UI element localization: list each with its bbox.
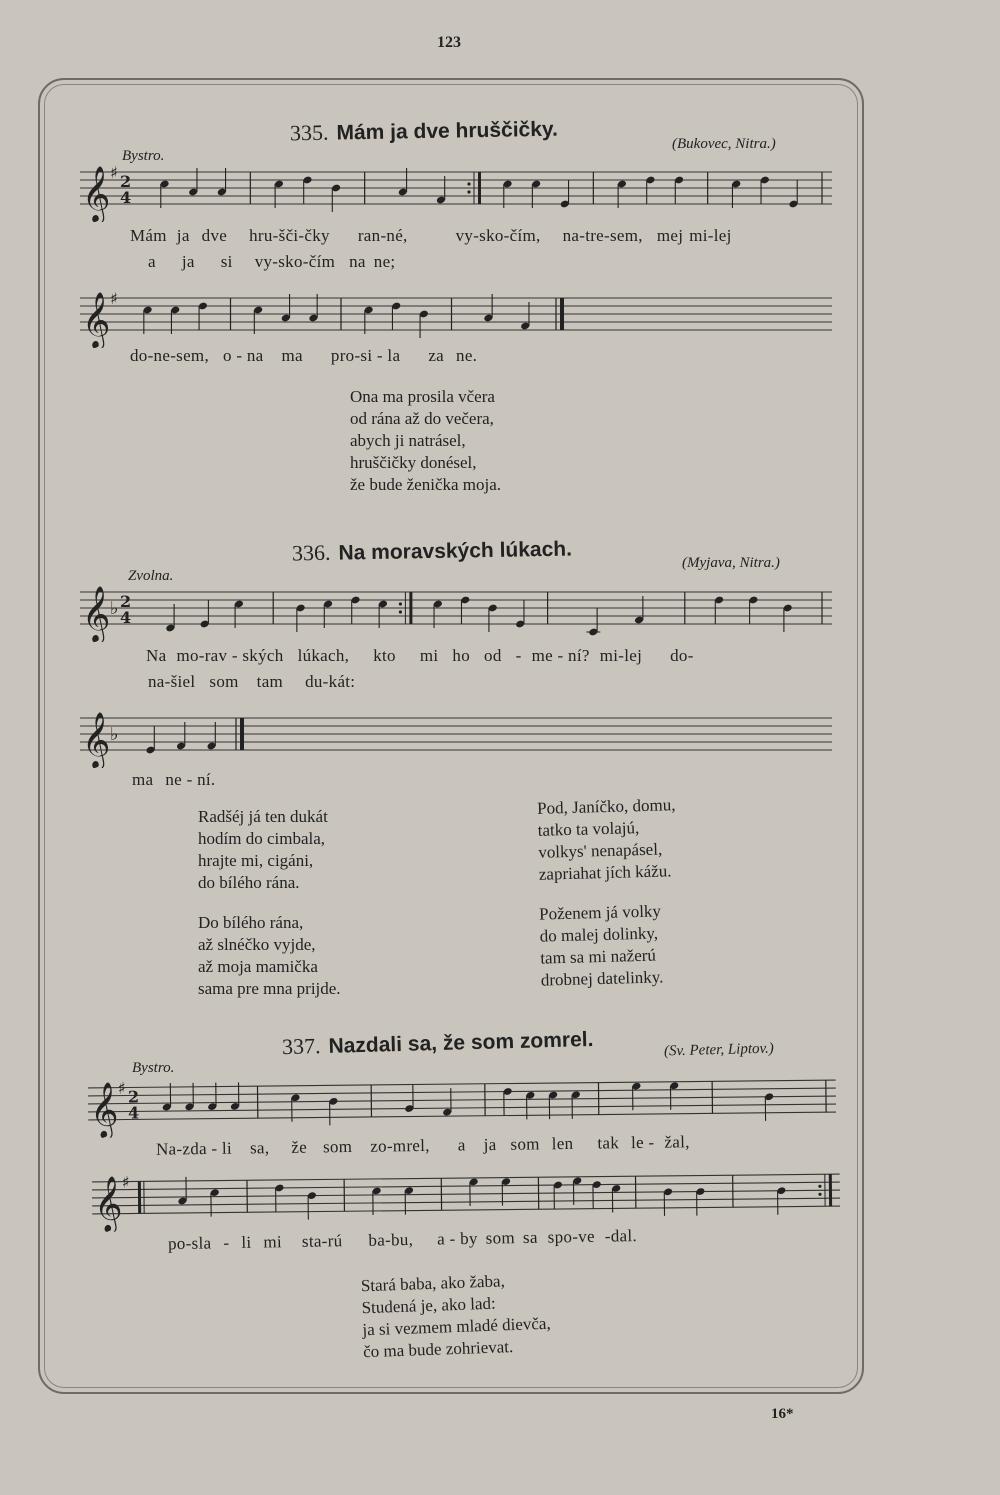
lyric-syllable: sta-rú	[301, 1231, 343, 1251]
lyric-syllable: a - by	[437, 1228, 478, 1249]
lyrics-line	[148, 672, 355, 692]
lyric-syllable: za	[428, 346, 445, 365]
verse-line: volkys' nenapásel,	[538, 839, 663, 862]
lyric-syllable: lúkach,	[297, 646, 350, 665]
repeat-dot	[399, 602, 402, 605]
song-336-title	[292, 536, 572, 567]
lyric-syllable: tak	[597, 1133, 620, 1153]
verse-336-3	[537, 794, 678, 886]
lyric-syllable: ran-né,	[357, 226, 408, 245]
final-barline	[240, 718, 244, 750]
verse-336-2	[198, 912, 341, 1000]
lyric-syllable: som	[209, 672, 239, 691]
staff-line	[88, 1080, 836, 1088]
lyric-syllable: -	[604, 1226, 611, 1246]
lyric-syllable: le -	[630, 1132, 655, 1153]
verse-line: Pod, Janíčko, domu,	[536, 795, 676, 818]
lyric-syllable: -	[515, 646, 522, 665]
lyric-syllable: me - ní?	[531, 646, 590, 665]
staff-line	[88, 1104, 836, 1112]
lyrics-line	[146, 646, 702, 666]
lyric-syllable: mi	[263, 1232, 283, 1252]
repeat-end-bar	[478, 172, 481, 204]
treble-clef-icon: 𝄞	[82, 166, 111, 222]
lyric-syllable: sa,	[249, 1138, 270, 1158]
flat-icon: ♭	[110, 598, 119, 619]
time-signature-top: 2	[120, 592, 132, 611]
staff-line	[92, 1206, 840, 1214]
verse-337-1	[361, 1269, 552, 1364]
lyric-syllable: tam	[256, 672, 284, 691]
tempo-marking: Bystro.	[132, 1060, 175, 1076]
lyric-syllable: som	[485, 1228, 516, 1248]
verse-line: Stará baba, ako žaba,	[360, 1271, 506, 1296]
lyric-syllable: -	[223, 1233, 230, 1253]
verse-336-1	[198, 806, 328, 894]
lyric-syllable: ja	[181, 252, 195, 271]
verse-line: až moja mamička	[198, 957, 318, 976]
page-footer-signature: 16*	[771, 1406, 794, 1422]
lyric-syllable: do-	[670, 646, 694, 665]
treble-clef-icon: 𝄞	[82, 712, 111, 768]
final-barline	[560, 298, 564, 330]
verse-line: Poženem já volky	[538, 901, 662, 924]
treble-clef-icon: 𝄞	[89, 1081, 119, 1138]
lyric-syllable: ja	[483, 1134, 497, 1155]
lyric-syllable: od	[484, 646, 502, 665]
sharp-icon: ♯	[110, 289, 118, 308]
lyrics-line	[148, 252, 395, 272]
staff-line	[92, 1174, 840, 1182]
lyric-syllable: mej	[656, 226, 684, 245]
lyric-syllable: kto	[373, 646, 396, 665]
staff-line	[88, 1096, 836, 1104]
lyric-syllable: ba-bu,	[368, 1229, 414, 1250]
lyric-syllable: ma	[132, 770, 154, 789]
verse-line: hrajte mi, cigáni,	[198, 851, 314, 870]
verse-line: čo ma bude zohrievat.	[362, 1337, 514, 1362]
lyric-syllable: li	[241, 1232, 252, 1252]
lyric-syllable: si	[220, 252, 233, 271]
song-name: Mám ja dve hruščičky.	[336, 117, 559, 145]
lyric-syllable: vy-sko-čím	[254, 252, 336, 271]
lyric-syllable: o - na	[223, 346, 264, 365]
lyric-syllable: spo-ve	[547, 1226, 595, 1247]
time-signature-bottom: 4	[120, 188, 132, 207]
time-signature-top: 2	[120, 172, 132, 191]
sharp-icon: ♯	[121, 1172, 130, 1192]
repeat-dot	[399, 610, 402, 613]
lyric-syllable: Na-zda - li	[155, 1138, 233, 1159]
lyric-syllable: dal.	[610, 1226, 638, 1246]
time-signature-bottom: 4	[127, 1103, 140, 1123]
lyric-syllable: a	[457, 1135, 466, 1155]
lyric-syllable: Mám	[130, 226, 167, 245]
lyrics-line	[132, 770, 215, 790]
verse-line: ja si vezmem mladé dievča,	[362, 1313, 551, 1340]
lyric-syllable: mi	[419, 646, 439, 665]
lyric-syllable: do-ne-sem,	[130, 346, 210, 365]
sharp-icon: ♯	[110, 163, 118, 182]
sharp-icon: ♯	[117, 1078, 126, 1098]
song-name: Nazdali sa, že som zomrel.	[328, 1027, 594, 1058]
staff-line	[92, 1190, 840, 1198]
lyric-syllable: po-sla	[167, 1233, 212, 1254]
lyric-syllable: hru-šči-čky	[249, 226, 330, 245]
lyric-syllable: len	[551, 1133, 574, 1154]
lyric-syllable: ja	[176, 226, 190, 245]
lyric-syllable: na	[349, 252, 366, 271]
treble-clef-icon: 𝄞	[93, 1175, 123, 1232]
repeat-start-bar	[138, 1181, 141, 1213]
verse-line: drobnej datelinky.	[540, 967, 664, 990]
verse-line: do bílého rána.	[198, 873, 300, 892]
lyrics-line	[130, 226, 732, 246]
verse-line: Ona ma prosila včera	[350, 387, 495, 406]
music-staff	[80, 158, 832, 222]
lyric-syllable: du-kát:	[305, 672, 356, 691]
lyric-syllable: na-tre-sem,	[562, 226, 643, 245]
verse-336-4	[539, 900, 664, 991]
song-origin: (Myjava, Nitra.)	[682, 555, 780, 571]
music-staff	[80, 578, 832, 642]
lyric-syllable: sa	[522, 1227, 538, 1248]
repeat-dot	[467, 182, 470, 185]
verse-line: sama pre mna prijde.	[198, 979, 341, 998]
staff-line	[88, 1088, 836, 1096]
lyric-syllable: na-šiel	[148, 672, 196, 691]
repeat-dot	[467, 190, 470, 193]
repeat-dot	[818, 1193, 821, 1196]
music-staff	[92, 1160, 841, 1232]
time-signature-top: 2	[127, 1087, 140, 1107]
lyric-syllable: mi-lej	[689, 226, 732, 245]
verse-line: Do bílého rána,	[198, 913, 304, 932]
verse-line: až slnéčko vyjde,	[198, 935, 316, 954]
staff-line	[92, 1182, 840, 1190]
verse-line: hodím do cimbala,	[198, 829, 326, 848]
lyric-syllable: som	[322, 1136, 353, 1157]
lyric-syllable: žal,	[664, 1132, 690, 1152]
verse-line: od rána až do večera,	[350, 409, 494, 428]
tempo-marking: Bystro.	[122, 148, 165, 164]
lyric-syllable: pro-si - la	[330, 346, 401, 365]
lyric-syllable: vy-sko-čím,	[455, 226, 541, 245]
lyric-syllable: že	[291, 1137, 308, 1157]
tempo-marking: Zvolna.	[128, 568, 174, 584]
song-number: 336.	[291, 539, 331, 566]
lyric-syllable: zo-mrel,	[370, 1135, 430, 1156]
music-staff	[80, 284, 832, 348]
verse-335-1	[350, 386, 501, 496]
song-number: 335.	[289, 119, 329, 146]
verse-line: Studená je, ako lad:	[361, 1293, 496, 1318]
song-origin: (Bukovec, Nitra.)	[672, 136, 776, 152]
music-staff	[88, 1066, 837, 1138]
lyric-syllable: ho	[452, 646, 471, 665]
verse-line: zapriahat jích kážu.	[538, 861, 672, 884]
verse-line: Radšéj já ten dukát	[198, 807, 328, 826]
treble-clef-icon: 𝄞	[82, 586, 111, 642]
verse-line: hruščičky donésel,	[350, 453, 477, 472]
repeat-dot	[818, 1185, 821, 1188]
page-number: 123	[437, 34, 461, 51]
flat-icon: ♭	[110, 724, 119, 745]
song-name: Na moravských lúkach.	[338, 537, 573, 565]
repeat-end-bar	[829, 1174, 832, 1206]
time-signature-bottom: 4	[120, 608, 132, 627]
lyric-syllable: ma	[281, 346, 303, 365]
song-origin: (Sv. Peter, Liptov.)	[663, 1040, 775, 1060]
staff-line	[88, 1112, 836, 1120]
lyric-syllable: som	[510, 1134, 540, 1154]
verse-line: že bude ženička moja.	[350, 475, 502, 494]
lyric-syllable: mo-rav - ských	[176, 646, 284, 665]
lyric-syllable: ne.	[456, 346, 478, 365]
lyric-syllable: ne - ní.	[165, 770, 216, 789]
repeat-end-bar	[409, 592, 412, 624]
song-number: 337.	[281, 1033, 321, 1060]
song-335-title	[290, 116, 558, 147]
verse-line: tam sa mi nažerú	[540, 945, 657, 968]
lyric-syllable: mi-lej	[599, 646, 643, 665]
lyric-syllable: ne;	[373, 252, 396, 271]
staff-line	[92, 1198, 840, 1206]
verse-line: abych ji natrásel,	[350, 431, 466, 450]
verse-line: do malej dolinky,	[539, 923, 659, 946]
lyric-syllable: dve	[201, 226, 228, 245]
treble-clef-icon: 𝄞	[82, 292, 111, 348]
music-staff	[80, 704, 832, 768]
lyric-syllable: Na	[146, 646, 167, 665]
verse-line: tatko ta volajú,	[537, 818, 640, 840]
lyrics-line	[130, 346, 477, 366]
lyric-syllable: a	[148, 252, 156, 271]
